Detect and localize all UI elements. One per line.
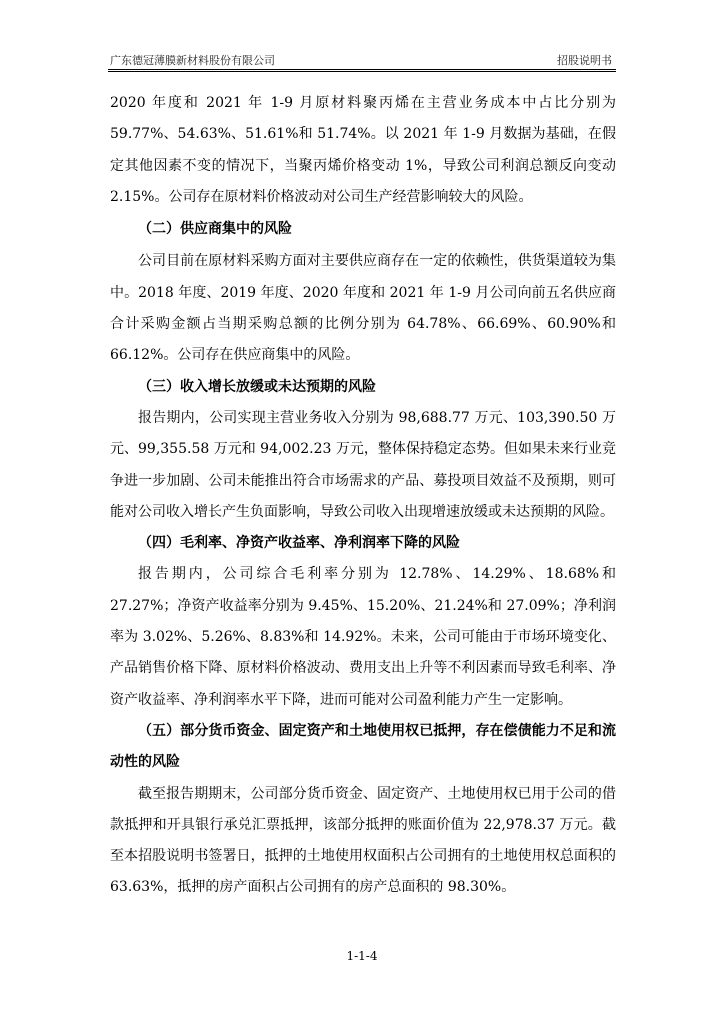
- section-heading-supplier-concentration: （二）供应商集中的风险: [138, 221, 292, 238]
- page-body: [110, 88, 616, 904]
- section-heading-margin-decline: （四）毛利率、净资产收益率、净利润率下降的风险: [138, 535, 460, 552]
- paragraph-raw-material-cost: 2020 年度和 2021 年 1-9 月原材料聚丙烯在主营业务成本中占比分别为 59.77%、54.63%、51.61%和 51.74%。以 2021 年 1-9 月数据为基础，在假定其他因素不变的情况下，当聚丙烯价格变动 1%，导致公司利润总额反向变动 2.15%。公司存在原材料价格波动对公司生产经营影响较大的风险。: [110, 95, 616, 205]
- section-heading-revenue-growth: （三）收入增长放缓或未达预期的风险: [138, 378, 376, 395]
- page-number: 1-1-4: [346, 949, 378, 963]
- header-company-name: 广东德冠薄膜新材料股份有限公司: [110, 54, 275, 67]
- section-heading-pledged-assets: （五）部分货币资金、固定资产和土地使用权已抵押，存在偿债能力不足和流动性的风险: [110, 722, 616, 771]
- page-header: [108, 50, 616, 68]
- paragraph-revenue-growth: 报告期内，公司实现主营业务收入分别为 98,688.77 万元、103,390.50 万元、99,355.58 万元和 94,002.23 万元，整体保持稳定态势。但如果未来行业竞争进一步加剧、公司未能推出符合市场需求的产品、募投项目效益不及预期，则可能对公司收入增长产生负面影响，导致公司收入出现增速放缓或未达预期的风险。: [110, 409, 616, 520]
- header-rule: [108, 69, 616, 72]
- paragraph-pledged-assets: 截至报告期期末，公司部分货币资金、固定资产、土地使用权已用于公司的借款抵押和开具银行承兑汇票抵押，该部分抵押的账面价值为 22,978.37 万元。截至本招股说明书签署日，抵押的土地使用权面积占公司拥有的土地使用权总面积的 63.63%，抵押的房产面积占公司拥有的房产总面积的 98.30%。: [110, 785, 616, 896]
- header-document-type: 招股说明书: [557, 54, 612, 67]
- paragraph-supplier-concentration: 公司目前在原材料采购方面对主要供应商存在一定的依赖性，供货渠道较为集中。2018 年度、2019 年度、2020 年度和 2021 年 1-9 月公司向前五名供应商合计采购金额占当期采购总额的比例分别为 64.78%、66.69%、60.90%和 66.12%。公司存在供应商集中的风险。: [110, 253, 616, 364]
- paragraph-margin-decline: 报告期内，公司综合毛利率分别为 12.78%、14.29%、18.68%和 27.27%；净资产收益率分别为 9.45%、15.20%、21.24%和 27.09%；净利润率为 3.02%、5.26%、8.83%和 14.92%。未来，公司可能由于市场环境变化、产品销售价格下降、原材料价格波动、费用支出上升等不利因素而导致毛利率、净资产收益率、净利润率水平下降，进而可能对公司盈利能力产生一定影响。: [110, 566, 616, 708]
